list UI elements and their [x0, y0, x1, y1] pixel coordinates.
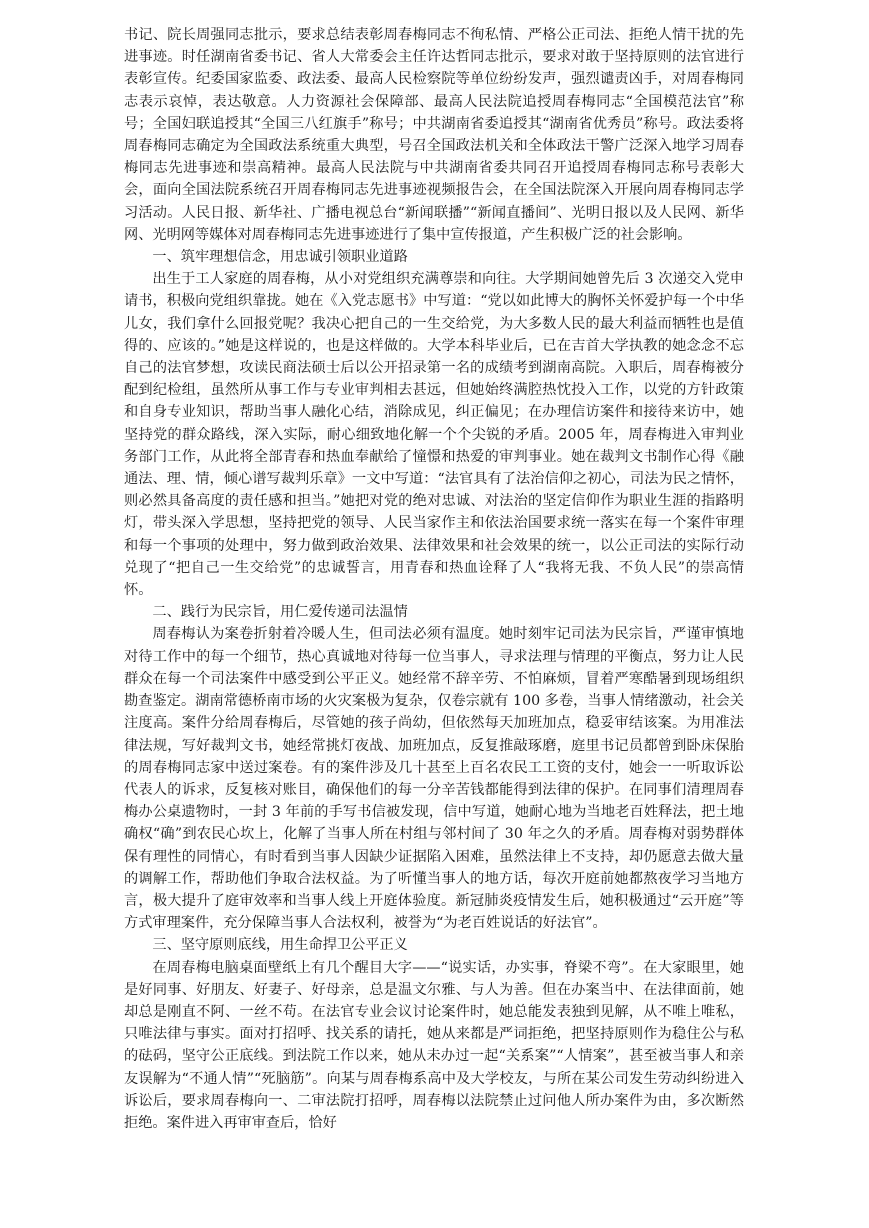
document-page [124, 24, 744, 1134]
body-paragraph: 出生于工人家庭的周春梅，从小对党组织充满尊崇和向往。大学期间她曾先后 3 次递交入党申请书，积极向党组织靠拢。她在《入党志愿书》中写道：“党以如此博大的胸怀关怀爱护每一个中华儿女，我们拿什么回报党呢？我决心把自己的一生交给党，为大多数人民的最大利益而牺牲也是值得的、应该的。”她是这样说的，也是这样做的。大学本科毕业后，已在吉首大学执教的她念念不忘自己的法官梦想，攻读民商法硕士后以公开招录第一名的成绩考到湖南高院。入职后，周春梅被分配到纪检组，虽然所从事工作与专业审判相去甚远，但她始终满腔热忱投入工作，以党的方针政策和自身专业知识，帮助当事人融化心结，消除成见，纠正偏见；在办理信访案件和接待来访中，她坚持党的群众路线，深入实际，耐心细致地化解一个个尖锐的矛盾。2005 年，周春梅进入审判业务部门工作，从此将全部青春和热血奉献给了憧憬和热爱的审判事业。她在裁判文书制作心得《融通法、理、情，倾心谱写裁判乐章》一文中写道：“法官具有了法治信仰之初心，司法为民之情怀，则必然具备高度的责任感和担当。”她把对党的绝对忠诚、对法治的坚定信仰作为职业生涯的指路明灯，带头深入学思想，坚持把党的领导、人民当家作主和依法治国要求统一落实在每一个案件审理和每一个事项的处理中，努力做到政治效果、法律效果和社会效果的统一，以公正司法的实际行动兑现了“把自己一生交给党”的忠诚誓言，用青春和热血诠释了人“我将无我、不负人民”的崇高情怀。 [124, 271, 744, 599]
section-heading: 二、践行为民宗旨，用仁爱传递司法温情 [152, 604, 408, 621]
body-paragraph: 周春梅认为案卷折射着冷暖人生，但司法必须有温度。她时刻牢记司法为民宗旨，严谨审慎地对待工作中的每一个细节，热心真诚地对待每一位当事人，寻求法理与情理的平衡点，努力让人民群众在每一个司法案件中感受到公平正义。她经常不辞辛劳、不怕麻烦，冒着严寒酷暑到现场组织勘查鉴定。湖南常德桥南市场的火灾案极为复杂，仅卷宗就有 100 多卷，当事人情绪激动，社会关注度高。案件分给周春梅后，尽管她的孩子尚幼，但依然每天加班加点，稳妥审结该案。为用准法律法规，写好裁判文书，她经常挑灯夜战、加班加点，反复推敲琢磨，庭里书记员都曾到卧床保胎的周春梅同志家中送过案卷。有的案件涉及几十甚至上百名农民工工资的支付，她会一一听取诉讼代表人的诉求，反复核对账目，确保他们的每一分辛苦钱都能得到法律的保护。在同事们清理周春梅办公桌遗物时，一封 3 年前的手写书信被发现，信中写道，她耐心地为当地老百姓释法，把土地确权“确”到农民心坎上，化解了当事人所在村组与邻村间了 30 年之久的矛盾。周春梅对弱势群体保有理性的同情心，有时看到当事人因缺少证据陷入困难，虽然法律上不支持，却仍愿意去做大量的调解工作，帮助他们争取合法权益。为了听懂当事人的地方话，每次开庭前她都熬夜学习当地方言，极大提升了庭审效率和当事人线上开庭体验度。新冠肺炎疫情发生后，她积极通过“云开庭”等方式审理案件，充分保障当事人合法权利，被誉为“为老百姓说话的好法官”。 [124, 626, 744, 932]
body-paragraph: 书记、院长周强同志批示，要求总结表彰周春梅同志不徇私情、严格公正司法、拒绝人情干扰的先进事迹。时任湖南省委书记、省人大常委会主任许达哲同志批示，要求对敢于坚持原则的法官进行表彰宣传。纪委国家监委、政法委、最高人民检察院等单位纷纷发声，强烈谴责凶手，对周春梅同志表示哀悼，表达敬意。人力资源社会保障部、最高人民法院追授周春梅同志“全国模范法官”称号；全国妇联追授其“全国三八红旗手”称号；中共湖南省委追授其“湖南省优秀员”称号。政法委将周春梅同志确定为全国政法系统重大典型，号召全国政法机关和全体政法干警广泛深入地学习周春梅同志先进事迹和崇高精神。最高人民法院与中共湖南省委共同召开追授周春梅同志称号表彰大会，面向全国法院系统召开周春梅同志先进事迹视频报告会，在全国法院深入开展向周春梅同志学习活动。人民日报、新华社、广播电视总台“新闻联播”“新闻直播间”、光明日报以及人民网、新华网、光明网等媒体对周春梅同志先进事迹进行了集中宣传报道，产生积极广泛的社会影响。 [124, 27, 744, 243]
section-heading: 三、坚守原则底线，用生命捍卫公平正义 [152, 937, 408, 954]
body-paragraph: 在周春梅电脑桌面壁纸上有几个醒目大字——“说实话，办实事，脊梁不弯”。在大家眼里，她是好同事、好朋友、好妻子、好母亲，总是温文尔雅、与人为善。但在办案当中、在法律面前，她却总是刚直不阿、一丝不苟。在法官专业会议讨论案件时，她总能发表独到见解，从不唯上唯私，只唯法律与事实。面对打招呼、找关系的请托，她从来都是严词拒绝，把坚持原则作为稳住公与私的砝码，坚守公正底线。到法院工作以来，她从未办过一起“关系案”“人情案”，甚至被当事人和亲友误解为“不通人情”“死脑筋”。向某与周春梅系高中及大学校友，与所在某公司发生劳动纠纷进入诉讼后，要求周春梅向一、二审法院打招呼，周春梅以法院禁止过问他人所办案件为由，多次断然拒绝。案件进入再审审查后，恰好 [124, 959, 744, 1131]
section-heading: 一、筑牢理想信念，用忠诚引领职业道路 [152, 249, 408, 266]
